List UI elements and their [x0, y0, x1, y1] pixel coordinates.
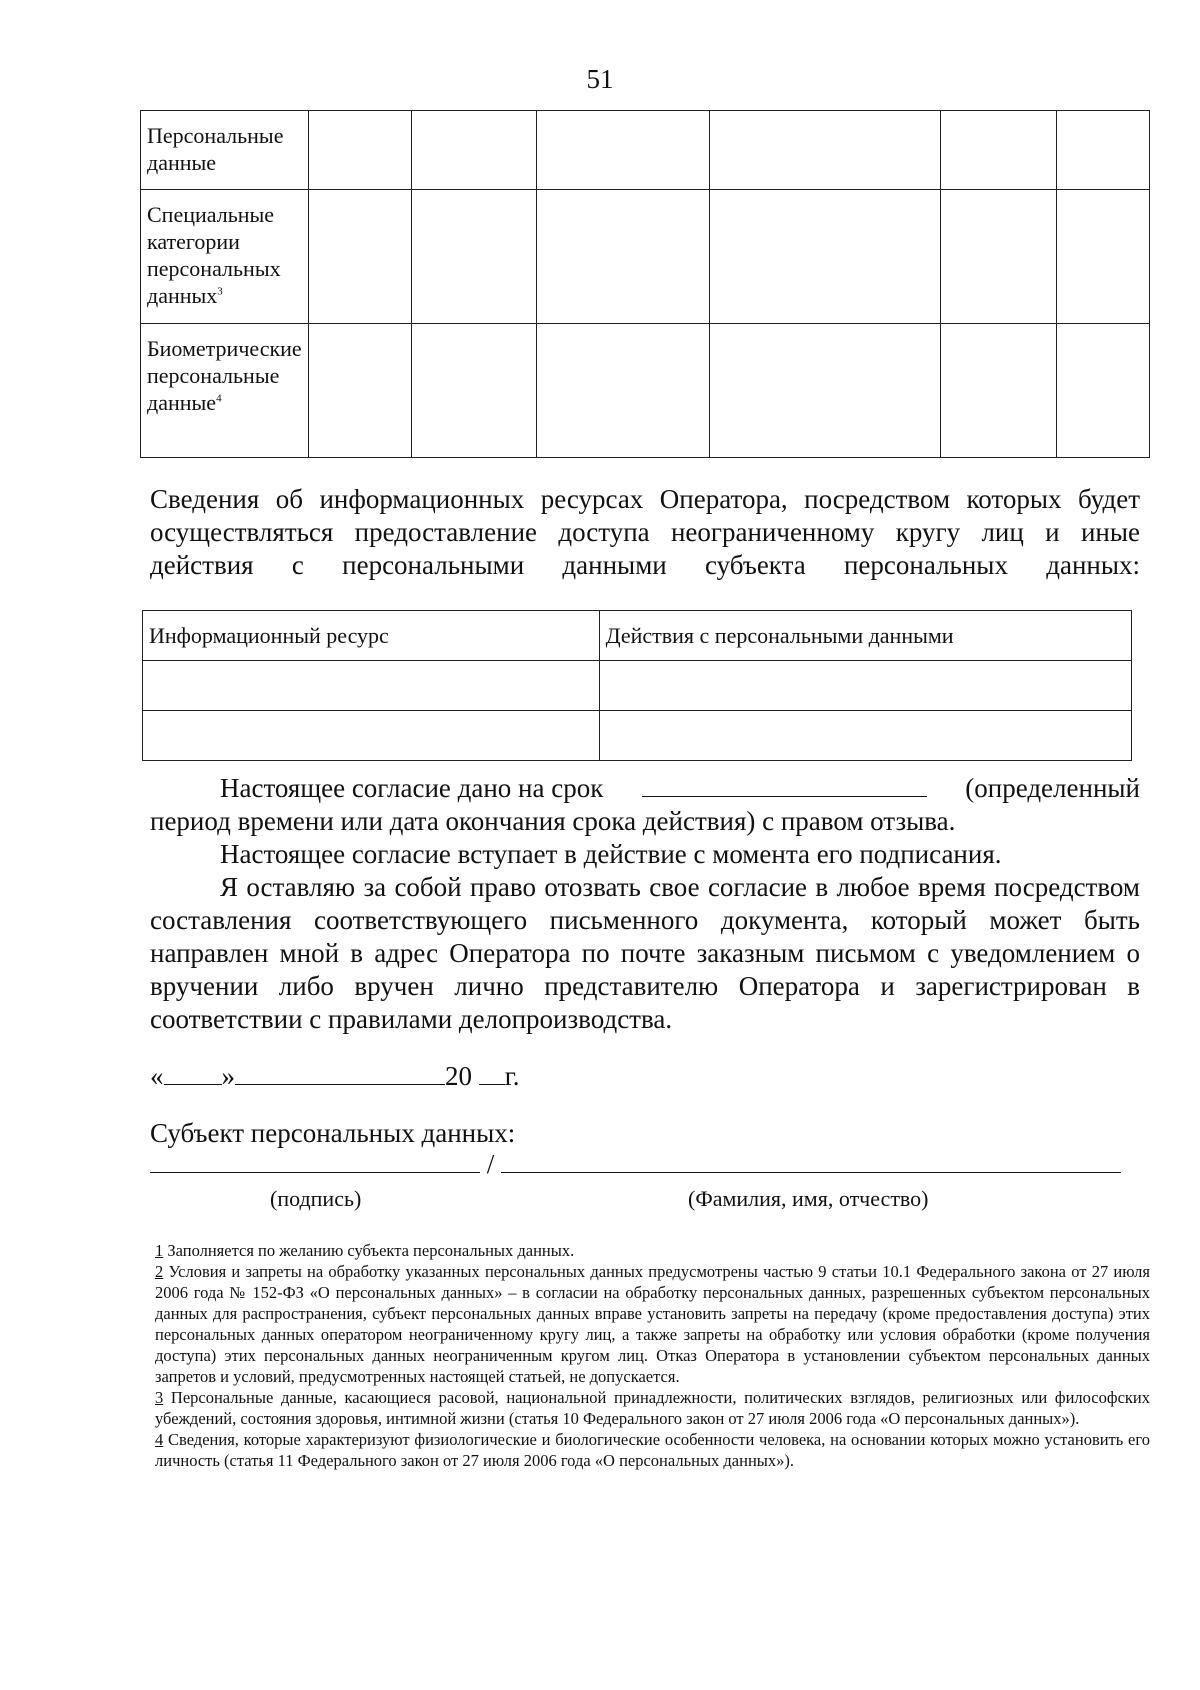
table-cell[interactable]: [309, 190, 411, 324]
table-cell[interactable]: [143, 711, 600, 761]
resources-table: [142, 610, 1132, 761]
footnote-marker: 4: [216, 392, 222, 405]
footnote: 2 Условия и запреты на обработку указанных персональных данных предусмотрены частью 9 статьи 10.1 Федерального закона от 27 июля 2006 года № 152-ФЗ «О персональных данных» – в согласии на обработку персональных данных, разрешенных субъектом персональных данных для распространения, субъект персональных данных вправе установить запреты на передачу (кроме предоставления доступа) этих персональных данных оператором неограниченному кругу лиц, а также запреты на обработку или условия обработки (кроме получения доступа) этих персональных данных неограниченным кругом лиц. Отказ Оператора в установлении субъектом персональных данных запретов и условий, предусмотренных настоящей статьей, не допускается.: [155, 1262, 1150, 1386]
category-label: Биометрические персональные данные$^4$: [141, 324, 309, 458]
withdrawal-paragraph: Я оставляю за собой право отозвать свое согласие в любое время посредством составления соответствующего письменного документа, который может быть направлен мной в адрес Оператора по почте заказным письмом с уведомлением о вручении либо вручен лично представителю Оператора и зарегистрирован в соответствии с правилами делопроизводства.: [150, 872, 1140, 1034]
table-row: [141, 190, 1150, 324]
table-cell[interactable]: [1056, 111, 1149, 190]
table-cell[interactable]: [941, 111, 1056, 190]
month-blank-field[interactable]: [235, 1060, 445, 1085]
table-row: [143, 661, 1132, 711]
table-cell[interactable]: [537, 190, 710, 324]
category-label: Персональные данные: [141, 111, 309, 190]
table-cell[interactable]: [309, 111, 411, 190]
table-cell[interactable]: [411, 111, 537, 190]
table-row: [141, 111, 1150, 190]
categories-table: [140, 110, 1150, 458]
table-cell[interactable]: [599, 711, 1131, 761]
table-cell[interactable]: [1056, 190, 1149, 324]
table-cell[interactable]: [710, 190, 941, 324]
consent-term-paragraph: Настоящее согласие дано на срок (определенный период времени или дата окончания срока действия) с правом отзыва.: [150, 773, 1140, 836]
signature-blank-field[interactable]: [150, 1148, 480, 1173]
signature-caption: (подпись): [270, 1186, 362, 1211]
footnote: 1 Заполняется по желанию субъекта персональных данных.: [155, 1241, 575, 1260]
column-header: Информационный ресурс: [143, 611, 600, 661]
footnote-marker: 3: [217, 285, 223, 298]
category-label: Специальные категории персональных данных$^3$: [141, 190, 309, 324]
year-blank-field[interactable]: [479, 1060, 505, 1085]
table-cell[interactable]: [537, 324, 710, 458]
table-cell[interactable]: [941, 190, 1056, 324]
table-cell[interactable]: [411, 190, 537, 324]
full-name-blank-field[interactable]: [501, 1148, 1121, 1173]
table-row: [141, 324, 1150, 458]
table-cell[interactable]: [710, 111, 941, 190]
page-number: 51: [586, 64, 614, 94]
footnote: 4 Сведения, которые характеризуют физиологические и биологические особенности человека, на основании которых можно установить его личность (статья 11 Федерального закон от 27 июля 2006 года «О персональных данных»).: [155, 1430, 1150, 1470]
table-cell[interactable]: [143, 661, 600, 711]
table-cell[interactable]: [1056, 324, 1149, 458]
table-row: [143, 711, 1132, 761]
intro-paragraph: Сведения об информационных ресурсах Оператора, посредством которых будет осуществляться предоставление доступа неограниченному кругу лиц и иные действия с персональными данными субъекта персональных данных:: [150, 484, 1140, 580]
column-header: Действия с персональными данными: [599, 611, 1131, 661]
term-blank-field[interactable]: [642, 772, 927, 797]
table-cell[interactable]: [941, 324, 1056, 458]
table-cell[interactable]: [309, 324, 411, 458]
subject-label: Субъект персональных данных:: [150, 1118, 516, 1148]
name-caption: (Фамилия, имя, отчество): [688, 1186, 929, 1211]
table-cell[interactable]: [710, 324, 941, 458]
consent-effective: Настоящее согласие вступает в действие с момента его подписания.: [220, 839, 1002, 869]
footnote: 3 Персональные данные, касающиеся расовой, национальной принадлежности, политических взглядов, религиозных или философских убеждений, состояния здоровья, интимной жизни (статья 10 Федерального закон от 27 июля 2006 года «О персональных данных»).: [155, 1388, 1150, 1428]
table-cell[interactable]: [599, 661, 1131, 711]
signature-line: /: [150, 1148, 1140, 1181]
table-cell[interactable]: [411, 324, 537, 458]
table-header-row: [143, 611, 1132, 661]
table-cell[interactable]: [537, 111, 710, 190]
day-blank-field[interactable]: [164, 1060, 222, 1085]
footnotes: [155, 1240, 1150, 1471]
date-line: « » 20 г.: [150, 1061, 520, 1091]
